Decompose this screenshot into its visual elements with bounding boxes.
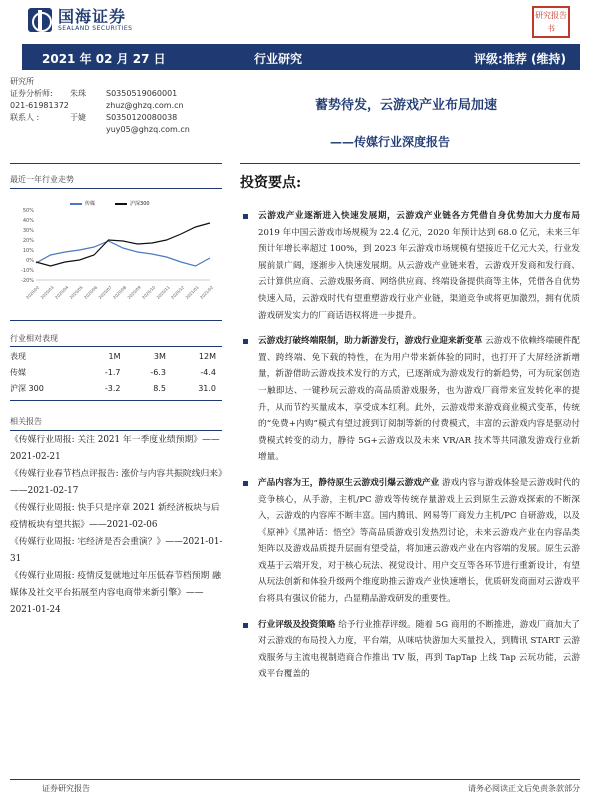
analyst-row: 证券分析师: 朱珠 S0350519060001 bbox=[10, 89, 178, 98]
related-report-link[interactable]: 《传媒行业周报: 关注 2021 年一季度业绩预期》——2021-02-21 bbox=[10, 435, 220, 462]
legend-item: 沪深300 bbox=[115, 200, 150, 207]
x-tick-label: 2020/04 bbox=[53, 284, 70, 300]
x-tick-label: 2020/09 bbox=[126, 284, 142, 300]
invest-point bbox=[240, 617, 580, 683]
brand-name-cn: 国海证券 bbox=[58, 7, 127, 26]
brand-logo bbox=[28, 8, 132, 32]
analyst-row: 021-61981372 zhuz@ghzq.com.cn bbox=[10, 101, 184, 110]
x-tick-label: 2020/07 bbox=[97, 284, 113, 300]
footer-divider bbox=[10, 779, 580, 780]
trend-chart-svg bbox=[10, 190, 222, 306]
y-tick-label: -20% bbox=[21, 278, 34, 284]
invest-point bbox=[240, 475, 580, 608]
x-tick-label: 2020/06 bbox=[82, 284, 99, 300]
related-report-link[interactable]: 《传媒行业周报: 宅经济是否会重演？》——2021-01-31 bbox=[10, 537, 223, 564]
related-reports bbox=[10, 432, 226, 619]
y-tick-label: 10% bbox=[22, 248, 34, 254]
x-tick-label: 2020/10 bbox=[140, 284, 157, 300]
table-row: 沪深 300 -3.2 8.5 31.0 bbox=[10, 383, 216, 393]
divider bbox=[10, 346, 222, 347]
x-tick-label: 2020/08 bbox=[111, 284, 128, 300]
report-date: 2021 年 02 月 27 日 bbox=[42, 52, 166, 66]
y-tick-label: 20% bbox=[22, 238, 34, 244]
related-report-link[interactable]: 《传媒行业周报: 快手只是序章 2021 新经济板块与后疫情板块有望共振》——2021-02-06 bbox=[10, 503, 220, 530]
point-body: 游戏内容与游戏体验是云游戏时代的竞争核心，从手游，主机/PC 游戏等传统存量游戏上云到原生云游戏探索的不断深入，云游戏的内容库不断丰富。国内腾讯、网易等厂商发力主机/PC 自研游戏，以及《原神》《黑神话：悟空》等高品质游戏引发热烈讨论，未来云游戏产业在内容品类矩阵以及游戏品质提升层面有望受益，将加速云游戏产业在内容端的发展。原生云游戏基于云端开发，对于核心玩法、视觉设计、用户交互等各环节进行重新设计，有望从玩法创新和体验升级两个维度助推云游戏产业快速增长，优质研发商面对云游戏平台将具有强议价能力，凸显精品游戏研发的重要性。 bbox=[258, 477, 580, 605]
divider bbox=[10, 163, 222, 164]
invest-point bbox=[240, 208, 580, 324]
trend-chart bbox=[10, 190, 222, 306]
performance-table bbox=[10, 348, 222, 396]
analyst-info bbox=[10, 76, 230, 136]
footer-left: 证券研究报告 bbox=[42, 784, 90, 793]
legend-swatch bbox=[115, 203, 127, 205]
invest-title: 投资要点: bbox=[240, 175, 302, 191]
trend-heading: 最近一年行业走势 bbox=[10, 175, 74, 184]
legend-swatch bbox=[70, 203, 82, 205]
point-lead: 产品内容为王，静待原生云游戏引爆云游戏产业 bbox=[258, 477, 440, 488]
related-report-link[interactable]: 《传媒行业周报: 疫情反复就地过年压低春节档预期 融媒体及社交平台拓展至内容电商带来新引擎》——2021-01-24 bbox=[10, 571, 221, 615]
y-tick-label: 50% bbox=[22, 208, 34, 214]
x-tick-label: 2020/05 bbox=[68, 284, 84, 300]
related-heading: 相关报告 bbox=[10, 417, 42, 426]
x-tick-label: 2020/03 bbox=[39, 284, 55, 300]
institute-label: 研究所 bbox=[10, 77, 34, 86]
point-body: 给予行业推荐评级。随着 5G 商用的不断推进，游戏厂商加大了对云游戏的布局投入力度，平台端，从咪咕快游加大买量投入，到腾讯 START 云游戏服务与主流电视制造商合作推出 TV 版，再到 TapTap 上线 Tap 云玩功能，云游戏平台覆盖的 bbox=[258, 619, 580, 680]
x-tick-label: 2021/02 bbox=[198, 284, 215, 300]
brand-name-en: SEALAND SECURITIES bbox=[58, 25, 133, 32]
x-tick-label: 2020/11 bbox=[155, 284, 171, 300]
y-tick-label: 0% bbox=[26, 258, 34, 264]
divider bbox=[240, 163, 580, 164]
divider bbox=[10, 430, 222, 431]
y-tick-label: 30% bbox=[22, 228, 34, 234]
divider bbox=[10, 400, 222, 401]
x-tick-label: 2020/12 bbox=[169, 284, 186, 300]
y-tick-label: -10% bbox=[21, 268, 34, 274]
invest-points bbox=[240, 208, 580, 692]
report-stamp: 研究报告书 bbox=[532, 6, 570, 38]
point-lead: 行业评级及投资策略 bbox=[258, 619, 336, 630]
table-row: 传媒 -1.7 -6.3 -4.4 bbox=[10, 367, 216, 377]
report-title: 蓄势待发，云游戏产业布局加速 bbox=[314, 98, 497, 113]
divider bbox=[10, 188, 222, 189]
y-tick-label: 40% bbox=[22, 218, 34, 224]
performance-heading: 行业相对表现 bbox=[10, 334, 58, 343]
point-body: 2019 年中国云游戏市场规模为 22.4 亿元，2020 年预计达到 68.0 亿元，未来三年预计年增长率超过 100%，到 2023 年云游戏市场规模有望接近千亿元大关，行业发展前景广阔，逐渐步入快速发展期。从云游戏产业链来看，云游戏开发商和发行商、云计算供应商、云游戏服务商、网络供应商、终端设备提供商等主体，凭借各自优势快速入局，云游戏时代有望重塑游戏行业产业链，渠道竞争或将更加激烈，拥有优质游戏研发实力的厂商话语权将进一步提升。 bbox=[258, 227, 580, 321]
analyst-row: 联系人 : 于婕 S0350120080038 bbox=[10, 113, 178, 122]
analyst-row: yuy05@ghzq.com.cn bbox=[106, 125, 190, 134]
point-lead: 云游戏打破终端限制，助力新游发行，游戏行业迎来新变革 bbox=[258, 336, 483, 347]
x-tick-label: 2021/01 bbox=[184, 284, 200, 300]
table-header-row: 表现 1M 3M 12M bbox=[10, 351, 216, 361]
report-type: 行业研究 bbox=[254, 52, 303, 66]
related-report-link[interactable]: 《传媒行业春节档点评报告: 涨价与内容共振院线归来》——2021-02-17 bbox=[10, 469, 223, 496]
sealand-logo-icon bbox=[28, 8, 52, 32]
header-banner bbox=[22, 44, 580, 70]
series-line bbox=[36, 223, 210, 266]
footer-disclaimer[interactable]: 请务必阅读正文后免责条款部分 bbox=[468, 784, 580, 793]
report-rating: 评级:推荐 (维持) bbox=[474, 52, 566, 66]
point-body: 云游戏不依赖终端硬件配置、跨终端、免下载的特性，在为用户带来新体验的同时，也打开了大屏经济新增量，新游借助云游戏技术发行的方式，已逐渐成为游戏发行的新趋势，可为玩家创造一触即达、一键秒玩云游戏的高品质游戏服务，也为游戏厂商带来宣发转化率的提升，从而节约买量成本，享受成本红利。此外，云游戏带来游戏商业模式变革，传统的“免费+内购”模式有望过渡到订阅制等新的付费模式，丰富的云游戏内容是驱动付费模式转变的动力，静待 5G+云游戏以及未来 VR/AR 技术等共同激发游戏行业新增量。 bbox=[258, 336, 580, 463]
point-lead: 云游戏产业逐渐进入快速发展期，云游戏产业链各方凭借自身优势加大力度布局 bbox=[258, 211, 580, 221]
report-subtitle: ——传媒行业深度报告 bbox=[330, 135, 451, 149]
legend-item: 传媒 bbox=[70, 200, 95, 207]
divider bbox=[10, 320, 222, 321]
x-tick-label: 2020/02 bbox=[24, 284, 41, 300]
chart-legend bbox=[70, 200, 150, 207]
invest-point bbox=[240, 333, 580, 466]
